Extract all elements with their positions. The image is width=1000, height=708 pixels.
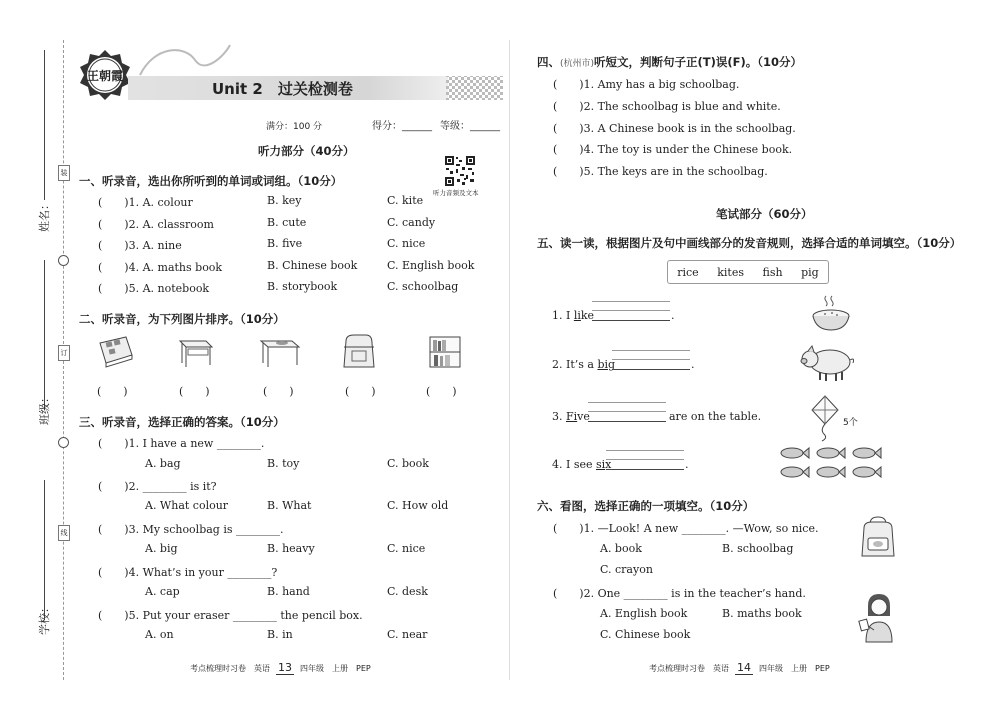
s1-q4-c: C. English book	[387, 259, 475, 272]
desk-icon	[176, 333, 216, 369]
s1-q4: ( )4. A. maths book	[98, 261, 223, 274]
page-number-14: 14	[737, 661, 751, 674]
listening-part-heading: 听力部分（40分）	[258, 144, 355, 158]
qr-caption: 听力音频及文本	[433, 189, 479, 197]
s5-q3-post: are on the table.	[669, 410, 762, 423]
bookshelf-icon	[428, 335, 462, 369]
s1-q5-b: B. storybook	[267, 280, 338, 293]
s1-q2: ( )2. A. classroom	[98, 218, 214, 231]
s5-q2-pre: 2. It’s a	[552, 358, 598, 371]
s5-q4-rest: x	[605, 458, 612, 471]
kite-icon	[808, 394, 842, 442]
section2-title: 二、听录音，为下列图片排序。（10分）	[79, 312, 285, 326]
name-label: 姓名：	[38, 199, 51, 232]
s5-q1-post: .	[671, 309, 675, 322]
school-label: 学校：	[38, 602, 51, 635]
teacher-icon	[858, 590, 898, 644]
footer-right	[649, 661, 830, 675]
s5-q1-ul: li	[573, 309, 581, 322]
ribbon-swirl-icon	[135, 40, 235, 80]
qr-code-icon	[444, 155, 476, 187]
rice-bowl-icon	[808, 294, 854, 334]
s5-q2-rest: g	[608, 358, 616, 371]
s3-q3-c: C. nice	[387, 542, 426, 555]
word-rice: rice	[677, 265, 699, 279]
s3-q2-b: B. What	[267, 499, 312, 512]
word-box	[667, 260, 829, 284]
s3-q5-a: A. on	[145, 628, 174, 641]
binding-hole	[58, 437, 69, 448]
page-divider	[509, 40, 510, 680]
s3-q2: ( )2. ________ is it?	[98, 480, 217, 493]
s6-q2-a: A. English book	[600, 607, 688, 620]
s4-q1: ( )1. Amy has a big schoolbag.	[553, 78, 740, 91]
s5-q1-blank[interactable]	[592, 320, 670, 321]
writing-guide	[606, 459, 684, 460]
footer-left-suffix: 四年级 上册 PEP	[300, 663, 371, 673]
footer-left-prefix: 考点梳理时习卷 英语	[190, 663, 270, 673]
footer-left	[190, 661, 371, 675]
s5-q4	[552, 458, 611, 471]
section5-title: 五、读一读，根据图片及句中画线部分的发音规则，选择合适的单词填空。（10分）	[537, 236, 962, 250]
s3-q3-a: A. big	[145, 542, 178, 555]
s3-q1: ( )1. I have a new ________.	[98, 437, 265, 450]
seal-char: 订	[58, 345, 70, 361]
s3-q2-a: A. What colour	[145, 499, 229, 512]
writing-guide	[612, 359, 690, 360]
seal-char: 线	[58, 525, 70, 541]
s1-q4-b: B. Chinese book	[267, 259, 358, 272]
class-label: 班级：	[38, 392, 51, 425]
logo-text: 王朝霞	[86, 69, 123, 83]
s4-prefix: 四、	[537, 55, 560, 69]
s2-bracket-2[interactable]: ( )	[179, 385, 210, 398]
schoolbag-icon	[338, 331, 378, 371]
table-icon	[258, 333, 302, 369]
s4-q4: ( )4. The toy is under the Chinese book.	[553, 143, 793, 156]
s5-q4-post: .	[685, 458, 689, 471]
s3-q5-c: C. near	[387, 628, 428, 641]
s5-q2-blank[interactable]	[612, 369, 690, 370]
s3-q5-b: B. in	[267, 628, 293, 641]
s3-q2-c: C. How old	[387, 499, 449, 512]
s6-q1-c: C. crayon	[600, 563, 653, 576]
s3-q1-a: A. bag	[145, 457, 181, 470]
s1-q3-b: B. five	[267, 237, 303, 250]
kite-count: 5个	[843, 418, 858, 428]
section6-title: 六、看图，选择正确的一项填空。（10分）	[537, 499, 755, 513]
s4-q2: ( )2. The schoolbag is blue and white.	[553, 100, 781, 113]
s5-q4-blank[interactable]	[606, 469, 684, 470]
full-marks: 满分：100 分	[266, 122, 323, 132]
s6-q1: ( )1. —Look! A new ________. —Wow, so nice.	[553, 522, 819, 535]
s6-q2-b: B. maths book	[722, 607, 802, 620]
backpack-icon	[858, 514, 898, 560]
s5-q2-post: .	[691, 358, 695, 371]
s4-city: (杭州市)	[560, 59, 595, 69]
s3-q4: ( )4. What’s in your ________?	[98, 566, 278, 579]
s3-q4-b: B. hand	[267, 585, 310, 598]
pig-icon	[798, 342, 860, 384]
s5-q4-pre: 4. I see	[552, 458, 596, 471]
grade-field[interactable]: 等级：______	[440, 121, 500, 132]
written-part-heading: 笔试部分（60分）	[716, 207, 813, 221]
s3-q3: ( )3. My schoolbag is ________.	[98, 523, 284, 536]
score-field[interactable]: 得分：______	[372, 121, 432, 132]
s4-q3: ( )3. A Chinese book is in the schoolbag.	[553, 122, 796, 135]
s6-q2-c: C. Chinese book	[600, 628, 691, 641]
s1-q2-c: C. candy	[387, 216, 436, 229]
s6-q1-a: A. book	[600, 542, 642, 555]
word-pig: pig	[801, 265, 819, 279]
qr-code[interactable]	[444, 155, 476, 187]
s5-q3	[552, 410, 590, 423]
word-fish: fish	[762, 265, 783, 279]
s5-q1-rest: ke	[580, 309, 595, 322]
writing-guide	[606, 450, 684, 451]
writing-guide	[588, 402, 666, 403]
s5-q1	[552, 309, 594, 322]
s6-q1-b: B. schoolbag	[722, 542, 794, 555]
s1-q1-c: C. kite	[387, 194, 424, 207]
fish-group-icon	[776, 444, 884, 482]
binding-margin	[0, 0, 70, 708]
s5-q3-rest: ve	[577, 410, 590, 423]
s1-q5: ( )5. A. notebook	[98, 282, 210, 295]
seal-char: 装	[58, 165, 70, 181]
pencil-box-icon	[96, 333, 136, 369]
word-kites: kites	[717, 265, 744, 279]
s1-q1: ( )1. A. colour	[98, 196, 193, 209]
s3-q1-c: C. book	[387, 457, 429, 470]
s4-rest: 听短文，判断句子正(T)误(F)。（10分）	[594, 55, 803, 69]
s6-q2: ( )2. One ________ is in the teacher’s hand.	[553, 587, 806, 600]
writing-guide	[588, 411, 666, 412]
logo-badge	[78, 48, 132, 102]
section4-title	[537, 54, 802, 70]
writing-guide	[592, 310, 670, 311]
s3-q5: ( )5. Put your eraser ________ the pencil box.	[98, 609, 363, 622]
s3-q1-b: B. toy	[267, 457, 300, 470]
s3-q4-a: A. cap	[145, 585, 180, 598]
footer-right-suffix: 四年级 上册 PEP	[759, 663, 830, 673]
section3-title: 三、听录音，选择正确的答案。（10分）	[79, 415, 285, 429]
s2-bracket-3[interactable]: ( )	[263, 385, 294, 398]
s1-q2-b: B. cute	[267, 216, 307, 229]
s5-q3-ul: Fi	[566, 410, 578, 423]
section1-title: 一、听录音，选出你所听到的单词或词组。（10分）	[79, 174, 343, 188]
binding-hole	[58, 255, 69, 266]
s5-q1-pre: 1. I	[552, 309, 574, 322]
s2-bracket-4[interactable]: ( )	[345, 385, 376, 398]
s2-bracket-5[interactable]: ( )	[426, 385, 457, 398]
s3-q4-c: C. desk	[387, 585, 428, 598]
s3-q3-b: B. heavy	[267, 542, 315, 555]
s5-q2-ul: bi	[597, 358, 609, 371]
s1-q5-c: C. schoolbag	[387, 280, 459, 293]
s1-q3: ( )3. A. nine	[98, 239, 182, 252]
s5-q2	[552, 358, 615, 371]
s1-q1-b: B. key	[267, 194, 302, 207]
s1-q3-c: C. nice	[387, 237, 426, 250]
s4-q5: ( )5. The keys are in the schoolbag.	[553, 165, 768, 178]
page-title: Unit 2 过关检测卷	[212, 80, 353, 98]
writing-guide	[592, 301, 670, 302]
s2-bracket-1[interactable]: ( )	[97, 385, 128, 398]
writing-guide	[612, 350, 690, 351]
s5-q3-blank[interactable]	[588, 421, 666, 422]
footer-right-prefix: 考点梳理时习卷 英语	[649, 663, 729, 673]
s5-q3-pre: 3.	[552, 410, 566, 423]
s5-q4-ul: si	[596, 458, 606, 471]
page-number-13: 13	[278, 661, 292, 674]
